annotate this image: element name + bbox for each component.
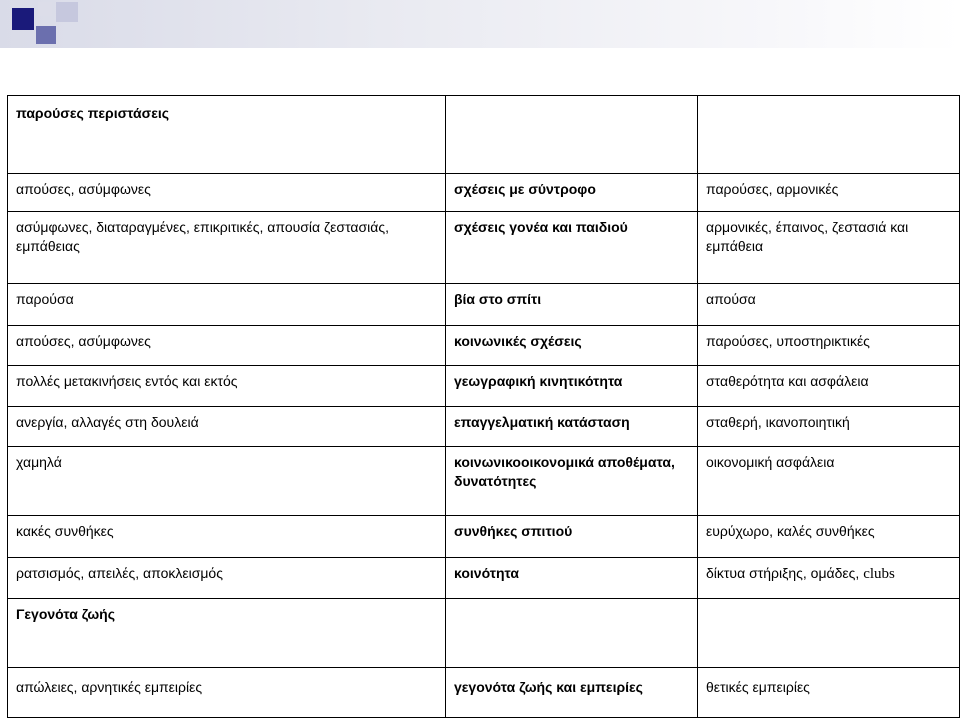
table-row — [8, 284, 960, 326]
table-cell: κοινωνικοοικονομικά αποθέματα, δυνατότητες — [446, 447, 698, 516]
banner-square-light — [56, 2, 78, 22]
table-cell: ασύμφωνες, διαταραγμένες, επικριτικές, απουσία ζεστασιάς, εμπάθειας — [8, 212, 446, 284]
table-cell: θετικές εμπειρίες — [698, 668, 960, 718]
table-cell: γεγονότα ζωής και εμπειρίες — [446, 668, 698, 718]
section-header-circumstances: παρούσες περιστάσεις — [8, 96, 446, 174]
table-cell: κοινότητα — [446, 558, 698, 599]
banner-square-light-2 — [38, 2, 52, 16]
table-cell: πολλές μετακινήσεις εντός και εκτός — [8, 366, 446, 407]
table-cell: σχέσεις με σύντροφο — [446, 174, 698, 212]
table-row — [8, 668, 960, 718]
table-cell: ευρύχωρο, καλές συνθήκες — [698, 516, 960, 558]
cell-text: δίκτυα στήριξης, ομάδες, — [706, 565, 860, 581]
table-cell: παρούσες, υποστηρικτικές — [698, 326, 960, 366]
table-cell — [698, 599, 960, 668]
cell-text-clubs: clubs — [863, 566, 895, 582]
table-cell: απούσες, ασύμφωνες — [8, 326, 446, 366]
table-cell: γεωγραφική κινητικότητα — [446, 366, 698, 407]
table-row — [8, 407, 960, 447]
table-cell — [446, 599, 698, 668]
table-cell: απούσα — [698, 284, 960, 326]
table-row — [8, 599, 960, 668]
table-cell: κακές συνθήκες — [8, 516, 446, 558]
banner-square-mid — [36, 26, 56, 44]
table-cell: κοινωνικές σχέσεις — [446, 326, 698, 366]
table-cell: παρούσα — [8, 284, 446, 326]
section-header-life-events: Γεγονότα ζωής — [8, 599, 446, 668]
table-cell — [698, 558, 960, 599]
table-cell: ρατσισμός, απειλές, αποκλεισμός — [8, 558, 446, 599]
comparison-table — [7, 95, 960, 718]
table-cell: απούσες, ασύμφωνες — [8, 174, 446, 212]
table-row — [8, 366, 960, 407]
table-cell: χαμηλά — [8, 447, 446, 516]
table-cell: ανεργία, αλλαγές στη δουλειά — [8, 407, 446, 447]
table-cell: επαγγελματική κατάσταση — [446, 407, 698, 447]
table-cell: συνθήκες σπιτιού — [446, 516, 698, 558]
table-cell: βία στο σπίτι — [446, 284, 698, 326]
table-cell: σταθερή, ικανοποιητική — [698, 407, 960, 447]
table-cell: σταθερότητα και ασφάλεια — [698, 366, 960, 407]
table-cell: παρούσες, αρμονικές — [698, 174, 960, 212]
table-cell: οικονομική ασφάλεια — [698, 447, 960, 516]
table-cell: σχέσεις γονέα και παιδιού — [446, 212, 698, 284]
slide-banner — [0, 0, 960, 48]
banner-square-dark — [12, 8, 34, 30]
table-row — [8, 447, 960, 516]
table-row — [8, 558, 960, 599]
table-row — [8, 174, 960, 212]
table-cell: απώλειες, αρνητικές εμπειρίες — [8, 668, 446, 718]
table-row — [8, 326, 960, 366]
table-cell: αρμονικές, έπαινος, ζεστασιά και εμπάθεια — [698, 212, 960, 284]
table-row — [8, 516, 960, 558]
table-row — [8, 212, 960, 284]
table-cell — [446, 96, 698, 174]
table-row — [8, 96, 960, 174]
table-cell — [698, 96, 960, 174]
